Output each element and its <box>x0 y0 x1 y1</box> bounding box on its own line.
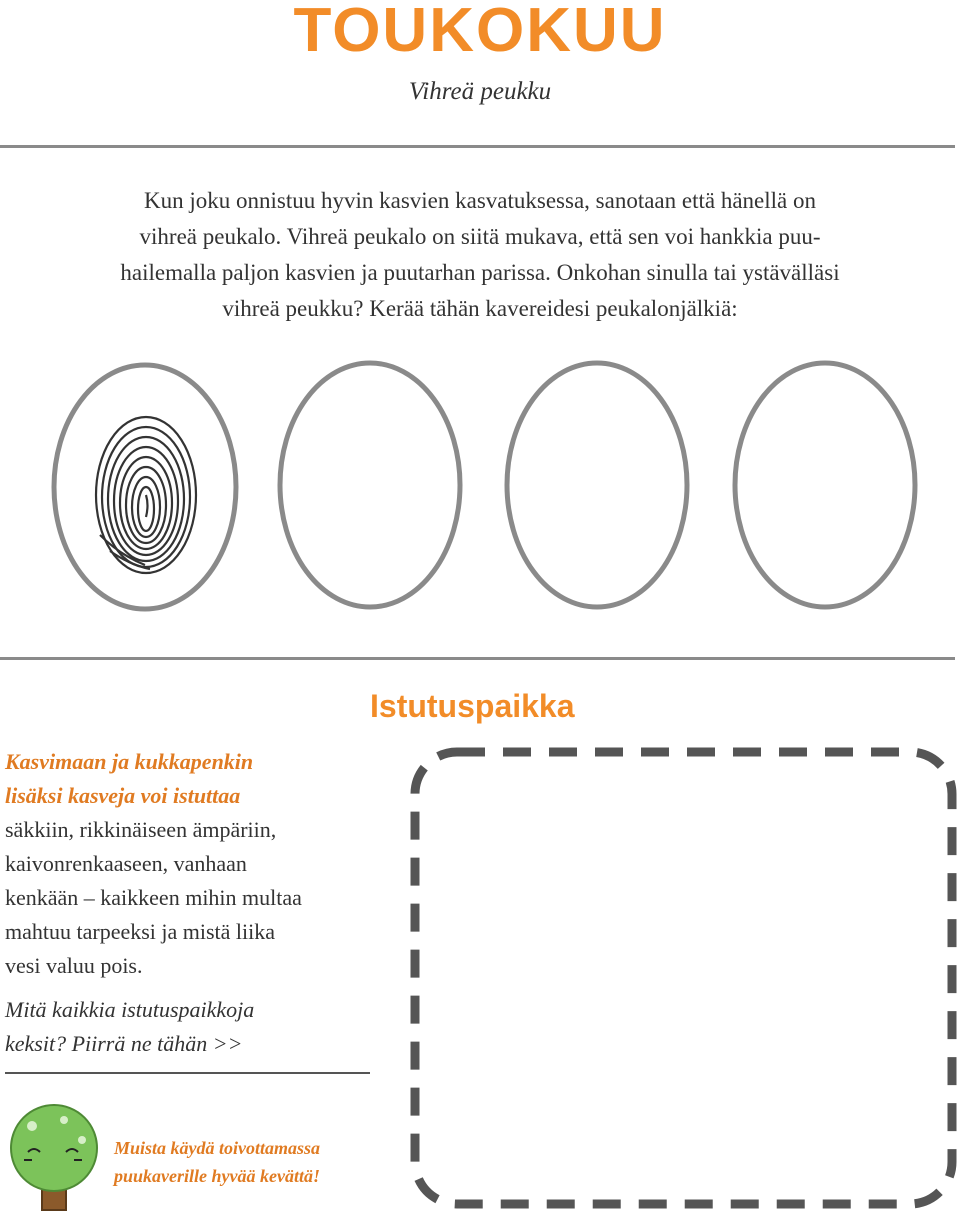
thumbprint-oval-2[interactable] <box>280 363 460 607</box>
tree-icon <box>4 1104 104 1214</box>
page-subtitle: Vihreä peukku <box>408 78 552 105</box>
thumbprint-ovals <box>0 355 960 620</box>
page-title: TOUKOKUU <box>293 0 667 65</box>
planting-title: Istutuspaikka <box>370 688 575 724</box>
thumbprint-oval-3[interactable] <box>507 363 687 607</box>
planting-question: Mitä kaikkia istutuspaikkoja <box>5 997 255 1022</box>
planting-question: keksit? Piirrä ne tähän >> <box>5 1031 243 1056</box>
thumbprint-oval-4[interactable] <box>735 363 915 607</box>
intro-paragraph <box>0 183 960 327</box>
reminder-line: Muista käydä toivottamassa <box>114 1138 321 1158</box>
planting-body: säkkiin, rikkinäiseen ämpäriin, <box>5 817 277 842</box>
intro-line: Kun joku onnistuu hyvin kasvien kasvatuksessa, sanotaan että hänellä on <box>144 188 816 213</box>
middle-divider <box>0 657 955 660</box>
planting-body: kenkään – kaikkeen mihin multaa <box>5 885 302 910</box>
planting-lead: Kasvimaan ja kukkapenkin <box>5 749 254 774</box>
planting-body: mahtuu tarpeeksi ja mistä liika <box>5 919 276 944</box>
intro-line: vihreä peukku? Kerää tähän kavereidesi peukalonjälkiä: <box>222 296 738 321</box>
intro-line: hailemalla paljon kasvien ja puutarhan parissa. Onkohan sinulla tai ystävälläsi <box>120 260 840 285</box>
top-divider <box>0 145 955 148</box>
text-underline <box>5 1072 370 1074</box>
drawing-area[interactable] <box>405 740 960 1210</box>
reminder-text <box>114 1134 374 1190</box>
reminder-line: puukaverille hyvää kevättä! <box>114 1166 320 1186</box>
planting-body: kaivonrenkaaseen, vanhaan <box>5 851 247 876</box>
planting-text <box>5 745 375 1061</box>
planting-body: vesi valuu pois. <box>5 953 143 978</box>
intro-line: vihreä peukalo. Vihreä peukalo on siitä mukava, että sen voi hankkia puu- <box>139 224 821 249</box>
fingerprint-icon <box>96 417 196 573</box>
planting-lead: lisäksi kasveja voi istuttaa <box>5 783 241 808</box>
